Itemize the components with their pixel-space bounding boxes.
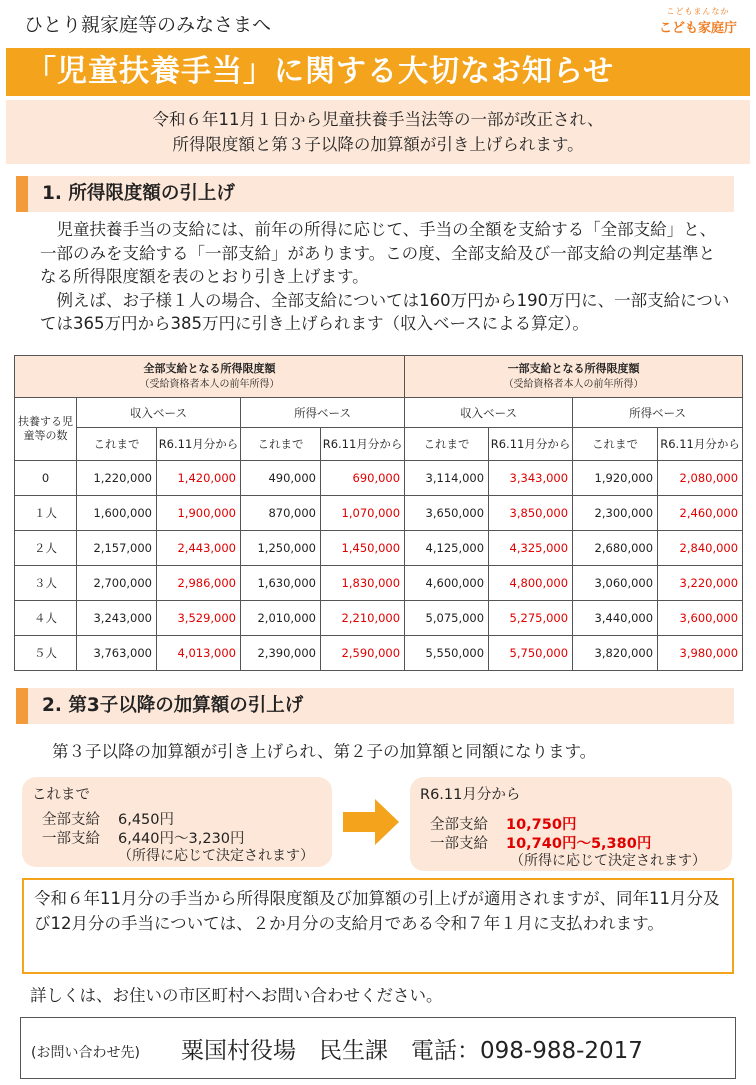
logo-tagline: こどもまんなか [666, 7, 730, 16]
value-after: 690,000 [321, 461, 405, 496]
arrow-right-icon [343, 799, 399, 845]
value-before: 1,630,000 [241, 566, 321, 601]
lead-box [6, 100, 750, 164]
partial-income-base-header: 収入ベース [405, 398, 573, 428]
old-amount-box [22, 777, 332, 867]
value-after: 4,013,000 [157, 636, 241, 671]
contact-box [20, 1017, 736, 1079]
section2-heading: 2. 第3子以降の加算額の引上げ [16, 688, 734, 724]
before-header: これまで [405, 428, 489, 461]
value-before: 3,440,000 [573, 601, 658, 636]
table-row [15, 461, 743, 496]
value-before: 490,000 [241, 461, 321, 496]
old-note: （所得に応じて決定されます） [118, 848, 314, 864]
value-after: 1,830,000 [321, 566, 405, 601]
table-row [15, 531, 743, 566]
section1-heading: 1. 所得限度額の引上げ [16, 176, 734, 212]
partial-group-note: （受給資格者本人の前年所得） [503, 379, 644, 390]
payment-notice-box: 令和６年11月分の手当から所得限度額及び加算額の引上げが適用されますが、同年11月分及び12月分の手当については、２か月分の支給月である令和７年１月に支払われます。 [22, 878, 734, 974]
value-after: 2,210,000 [321, 601, 405, 636]
table-row [15, 601, 743, 636]
value-after: 3,980,000 [658, 636, 743, 671]
old-partial-label: 一部支給 [42, 831, 100, 847]
kids-count: ５人 [15, 636, 77, 671]
kids-count: ３人 [15, 566, 77, 601]
income-limit-table [14, 355, 743, 671]
value-before: 3,243,000 [77, 601, 157, 636]
new-box-title: R6.11月分から [420, 787, 521, 803]
value-before: 2,010,000 [241, 601, 321, 636]
after-header: R6.11月分から [321, 428, 405, 461]
value-after: 2,080,000 [658, 461, 743, 496]
contact-label: (お問い合わせ先) [31, 1045, 140, 1061]
new-full-label: 全部支給 [430, 817, 488, 833]
value-after: 1,450,000 [321, 531, 405, 566]
value-before: 3,650,000 [405, 496, 489, 531]
full-income-base-header: 収入ベース [77, 398, 241, 428]
logo-name: こども家庭庁 [658, 21, 737, 36]
value-after: 5,275,000 [489, 601, 573, 636]
value-before: 2,700,000 [77, 566, 157, 601]
new-amount-box [410, 777, 732, 871]
new-partial-label: 一部支給 [430, 836, 488, 852]
full-group-note: （受給資格者本人の前年所得） [139, 379, 280, 390]
new-partial-value: 10,740円～5,380円 [506, 836, 652, 852]
value-after: 3,850,000 [489, 496, 573, 531]
value-after: 2,840,000 [658, 531, 743, 566]
before-header: これまで [573, 428, 658, 461]
section2-text: 第３子以降の加算額が引き上げられ、第２子の加算額と同額になります。 [52, 742, 597, 761]
after-header: R6.11月分から [658, 428, 743, 461]
value-after: 2,460,000 [658, 496, 743, 531]
section1-paragraph-2: 例えば、お子様１人の場合、全部支給については160万円から190万円に、一部支給については365万円から385万円に引き上げられます（収入ベースによる算定）。 [40, 290, 730, 333]
old-box-title: これまで [32, 787, 90, 803]
new-full-row [430, 813, 576, 834]
value-after: 2,443,000 [157, 531, 241, 566]
kids-count: ２人 [15, 531, 77, 566]
partial-payment-group-header [405, 356, 743, 398]
partial-earnings-base-header: 所得ベース [573, 398, 743, 428]
full-earnings-base-header: 所得ベース [241, 398, 405, 428]
old-full-row [42, 808, 174, 829]
before-header: これまで [241, 428, 321, 461]
lead-line-2: 所得限度額と第３子以降の加算額が引き上げられます。 [172, 135, 584, 154]
value-before: 2,300,000 [573, 496, 658, 531]
value-before: 5,550,000 [405, 636, 489, 671]
value-after: 3,529,000 [157, 601, 241, 636]
kids-column-header: 扶養する児童等の数 [15, 398, 77, 461]
new-note: （所得に応じて決定されます） [510, 853, 706, 869]
value-before: 3,114,000 [405, 461, 489, 496]
contact-office: 粟国村役場 民生課 電話：098-988-2017 [181, 1038, 643, 1064]
before-header: これまで [77, 428, 157, 461]
value-after: 3,600,000 [658, 601, 743, 636]
value-after: 2,590,000 [321, 636, 405, 671]
old-partial-value: 6,440円～3,230円 [118, 831, 245, 847]
value-after: 5,750,000 [489, 636, 573, 671]
section1-body [40, 218, 730, 336]
value-before: 1,920,000 [573, 461, 658, 496]
agency-logo [648, 6, 748, 36]
inquiry-text: 詳しくは、お住いの市区町村へお問い合わせください。 [30, 986, 443, 1005]
kids-count: 0 [15, 461, 77, 496]
partial-group-title: 一部支給となる所得限度額 [507, 362, 640, 375]
full-payment-group-header [15, 356, 405, 398]
value-after: 1,420,000 [157, 461, 241, 496]
value-after: 3,343,000 [489, 461, 573, 496]
value-before: 3,820,000 [573, 636, 658, 671]
value-before: 870,000 [241, 496, 321, 531]
table-row [15, 566, 743, 601]
value-after: 1,900,000 [157, 496, 241, 531]
value-before: 1,600,000 [77, 496, 157, 531]
value-after: 1,070,000 [321, 496, 405, 531]
new-full-value: 10,750円 [506, 817, 577, 833]
section1-paragraph-1: 児童扶養手当の支給には、前年の所得に応じて、手当の全額を支給する「全部支給」と、一部のみを支給する「一部支給」があります。この度、全部支給及び一部支給の判定基準となる所得限度額を表のとおり引き上げます。 [40, 220, 717, 286]
old-full-label: 全部支給 [42, 812, 100, 828]
value-before: 4,600,000 [405, 566, 489, 601]
table-row [15, 496, 743, 531]
value-before: 1,250,000 [241, 531, 321, 566]
after-header: R6.11月分から [489, 428, 573, 461]
kids-count: １人 [15, 496, 77, 531]
value-after: 4,325,000 [489, 531, 573, 566]
value-after: 3,220,000 [658, 566, 743, 601]
kids-count: ４人 [15, 601, 77, 636]
full-group-title: 全部支給となる所得限度額 [143, 362, 276, 375]
old-full-value: 6,450円 [118, 812, 175, 828]
value-before: 4,125,000 [405, 531, 489, 566]
value-before: 2,680,000 [573, 531, 658, 566]
value-before: 3,060,000 [573, 566, 658, 601]
value-before: 1,220,000 [77, 461, 157, 496]
value-before: 5,075,000 [405, 601, 489, 636]
page-subtitle: ひとり親家庭等のみなさまへ [24, 14, 272, 36]
value-before: 2,157,000 [77, 531, 157, 566]
value-after: 4,800,000 [489, 566, 573, 601]
lead-line-1: 令和６年11月１日から児童扶養手当法等の一部が改正され、 [152, 110, 604, 129]
value-after: 2,986,000 [157, 566, 241, 601]
after-header: R6.11月分から [157, 428, 241, 461]
value-before: 3,763,000 [77, 636, 157, 671]
title-banner: 「児童扶養手当」に関する大切なお知らせ [6, 48, 750, 96]
table-row [15, 636, 743, 671]
value-before: 2,390,000 [241, 636, 321, 671]
